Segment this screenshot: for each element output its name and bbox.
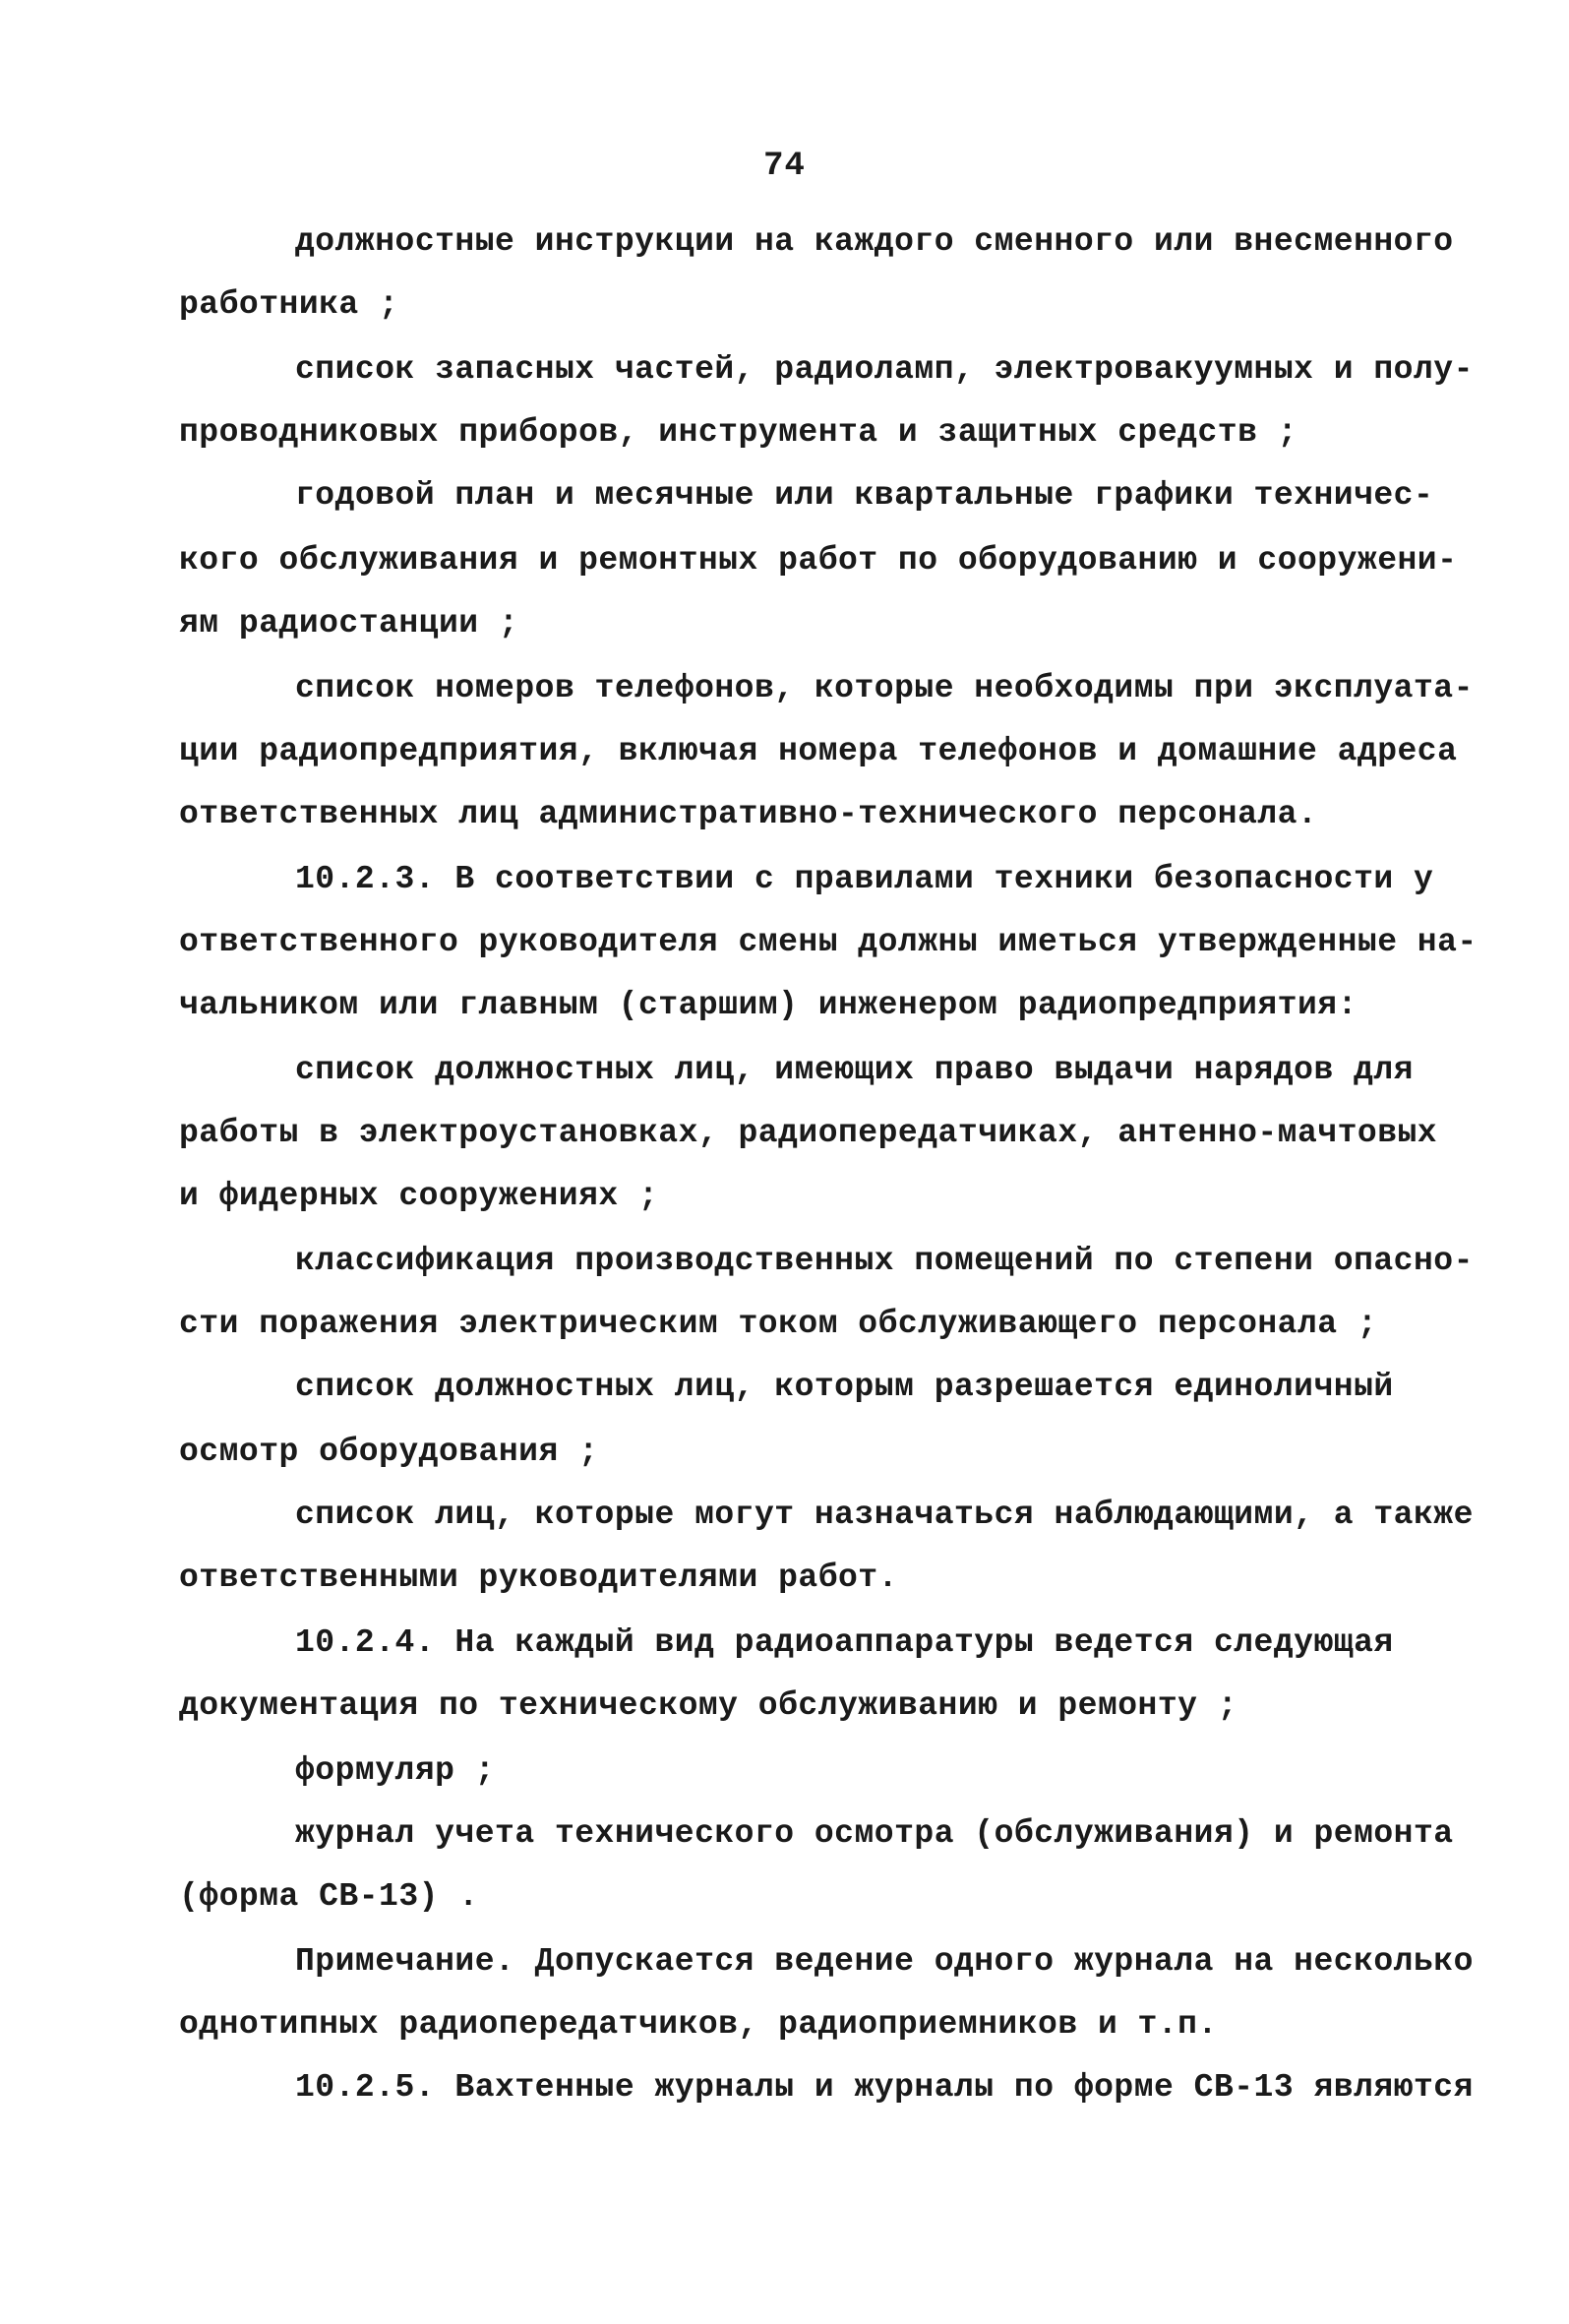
text-line: проводниковых приборов, инструмента и защитных средств ; (179, 414, 1297, 451)
text-line: осмотр оборудования ; (179, 1434, 599, 1470)
text-line: (форма СВ-13) . (179, 1878, 479, 1915)
text-line: журнал учета технического осмотра (обслуживания) и ремонта (295, 1815, 1454, 1852)
text-line: классификация производственных помещений по степени опасно- (295, 1243, 1474, 1279)
text-line: Примечание. Допускается ведение одного журнала на несколько (295, 1943, 1474, 1980)
text-line: ответственного руководителя смены должны иметься утвержденные на- (179, 924, 1478, 960)
page-number: 74 (763, 148, 806, 185)
text-line: 10.2.4. На каждый вид радиоаппаратуры ведется следующая (295, 1624, 1394, 1661)
text-line: формуляр ; (295, 1752, 496, 1789)
text-line: сти поражения электрическим током обслуживающего персонала ; (179, 1306, 1378, 1342)
text-line: кого обслуживания и ремонтных работ по оборудованию и сооружени- (179, 542, 1458, 579)
text-line: 10.2.5. Вахтенные журналы и журналы по форме СВ-13 являются (295, 2069, 1474, 2106)
text-line: список лиц, которые могут назначаться наблюдающими, а также (295, 1497, 1474, 1533)
text-line: ответственными руководителями работ. (179, 1560, 898, 1596)
text-line: список должностных лиц, которым разрешается единоличный (295, 1369, 1394, 1405)
text-line: документация по техническому обслуживанию и ремонту ; (179, 1687, 1238, 1724)
text-line: список запасных частей, радиоламп, электровакуумных и полу- (295, 351, 1474, 388)
text-line: работы в электроустановках, радиопередатчиках, антенно-мачтовых (179, 1115, 1438, 1151)
text-line: годовой план и месячные или квартальные графики техничес- (295, 477, 1434, 514)
text-line: ответственных лиц административно-технического персонала. (179, 796, 1318, 832)
text-line: ям радиостанции ; (179, 605, 519, 642)
text-line: и фидерных сооружениях ; (179, 1178, 659, 1214)
text-line: список должностных лиц, имеющих право выдачи нарядов для (295, 1052, 1414, 1088)
text-line: однотипных радиопередатчиков, радиоприемников и т.п. (179, 2006, 1218, 2043)
text-line: список номеров телефонов, которые необходимы при эксплуата- (295, 670, 1474, 706)
text-line: ции радиопредприятия, включая номера телефонов и домашние адреса (179, 733, 1458, 769)
text-line: должностные инструкции на каждого сменного или внесменного (295, 223, 1454, 260)
text-line: 10.2.3. В соответствии с правилами техники безопасности у (295, 861, 1434, 897)
text-line: чальником или главным (старшим) инженером радиопредприятия: (179, 987, 1358, 1023)
text-line: работника ; (179, 286, 399, 323)
